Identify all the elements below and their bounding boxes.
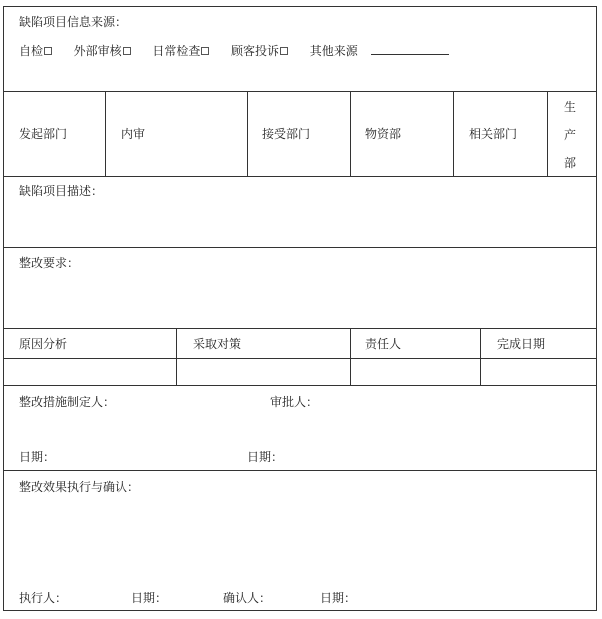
execution-date-label: 日期： (131, 591, 168, 605)
initiator-dept-value: 内审 (121, 127, 146, 141)
confirmation-date-label: 日期： (320, 591, 357, 605)
countermeasure-header: 采取对策 (193, 337, 242, 351)
receiver-dept-value: 物资部 (365, 127, 402, 141)
receiver-dept-label: 接受部门 (262, 127, 311, 141)
source-option-customer-complaint[interactable]: 顾客投诉 (231, 44, 288, 58)
cause-analysis-header: 原因分析 (19, 337, 68, 351)
divider (105, 91, 106, 176)
measure-date-label: 日期： (19, 450, 56, 464)
source-option-daily-check[interactable]: 日常检查 (152, 44, 209, 58)
effect-confirmation-title: 整改效果执行与确认： (19, 480, 140, 494)
checkbox-icon[interactable] (201, 47, 209, 55)
divider (176, 328, 177, 385)
initiator-dept-label: 发起部门 (19, 127, 68, 141)
approval-date-label: 日期： (247, 450, 284, 464)
divider (4, 385, 596, 386)
measure-maker-label: 整改措施制定人： (19, 395, 116, 409)
rectification-requirement-label: 整改要求： (19, 256, 80, 270)
checkbox-icon[interactable] (123, 47, 131, 55)
confirmer-label: 确认人： (223, 591, 272, 605)
source-option-external-audit[interactable]: 外部审核 (74, 44, 131, 58)
divider (4, 247, 596, 248)
defect-description-label: 缺陷项目描述： (19, 184, 104, 198)
responsible-person-header: 责任人 (365, 337, 402, 351)
source-option-self-check[interactable]: 自检 (19, 44, 52, 58)
divider (350, 91, 351, 176)
approver-label: 审批人： (270, 395, 319, 409)
checkbox-icon[interactable] (280, 47, 288, 55)
divider (4, 328, 596, 329)
divider (547, 91, 548, 176)
divider (4, 91, 596, 92)
divider (4, 470, 596, 471)
related-dept-value: 生 产 部 (563, 100, 576, 170)
source-title: 缺陷项目信息来源： (19, 15, 128, 29)
corrective-action-form (3, 6, 597, 611)
source-options (19, 43, 449, 58)
divider (4, 176, 596, 177)
divider (480, 328, 481, 385)
divider (4, 358, 596, 359)
divider (350, 328, 351, 385)
related-dept-label: 相关部门 (469, 127, 518, 141)
source-other-blank[interactable] (371, 43, 449, 55)
source-other-label: 其他来源 (309, 44, 358, 58)
checkbox-icon[interactable] (44, 47, 52, 55)
executor-label: 执行人： (19, 591, 68, 605)
completion-date-header: 完成日期 (497, 337, 546, 351)
divider (453, 91, 454, 176)
divider (247, 91, 248, 176)
